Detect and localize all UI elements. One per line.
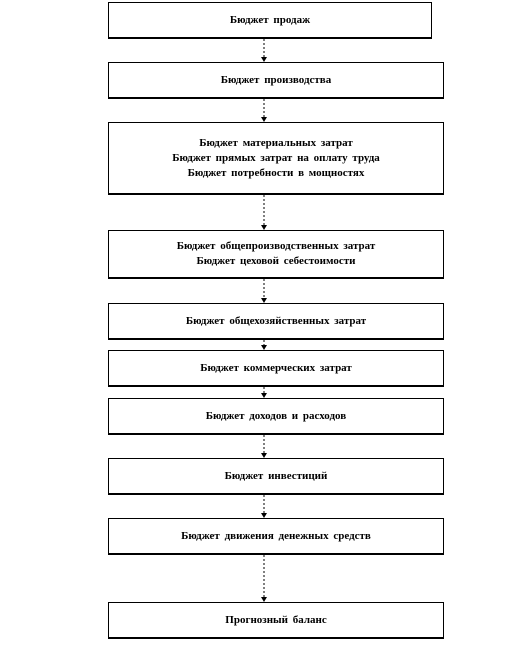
node-income-expenses <box>108 398 444 435</box>
node-forecast-balance <box>108 602 444 639</box>
node-label: Бюджет общепроизводственных затрат <box>176 240 376 252</box>
node-label: Бюджет коммерческих затрат <box>200 361 352 374</box>
node-label: Бюджет потребности в мощностях <box>187 166 365 179</box>
node-label: Бюджет движения денежных средств <box>181 529 371 542</box>
node-label: Бюджет инвестиций <box>224 469 328 482</box>
node-overhead-cost <box>108 230 444 279</box>
node-production <box>108 62 444 99</box>
node-commercial <box>108 350 444 387</box>
node-label: Бюджет цеховой себестоимости <box>196 255 356 267</box>
node-label: Бюджет прямых затрат на оплату труда <box>172 151 380 164</box>
node-sales <box>108 2 432 39</box>
node-cash-flow <box>108 518 444 555</box>
node-label: Прогнозный баланс <box>225 613 327 626</box>
node-materials-labor-capacity <box>108 122 444 195</box>
node-label: Бюджет продаж <box>229 13 311 26</box>
node-label: Бюджет общехозяйственных затрат <box>185 314 367 327</box>
node-investment <box>108 458 444 495</box>
node-general-admin <box>108 303 444 340</box>
node-label: Бюджет доходов и расходов <box>205 409 347 422</box>
node-label: Бюджет материальных затрат <box>199 136 353 149</box>
node-label: Бюджет производства <box>220 73 332 86</box>
